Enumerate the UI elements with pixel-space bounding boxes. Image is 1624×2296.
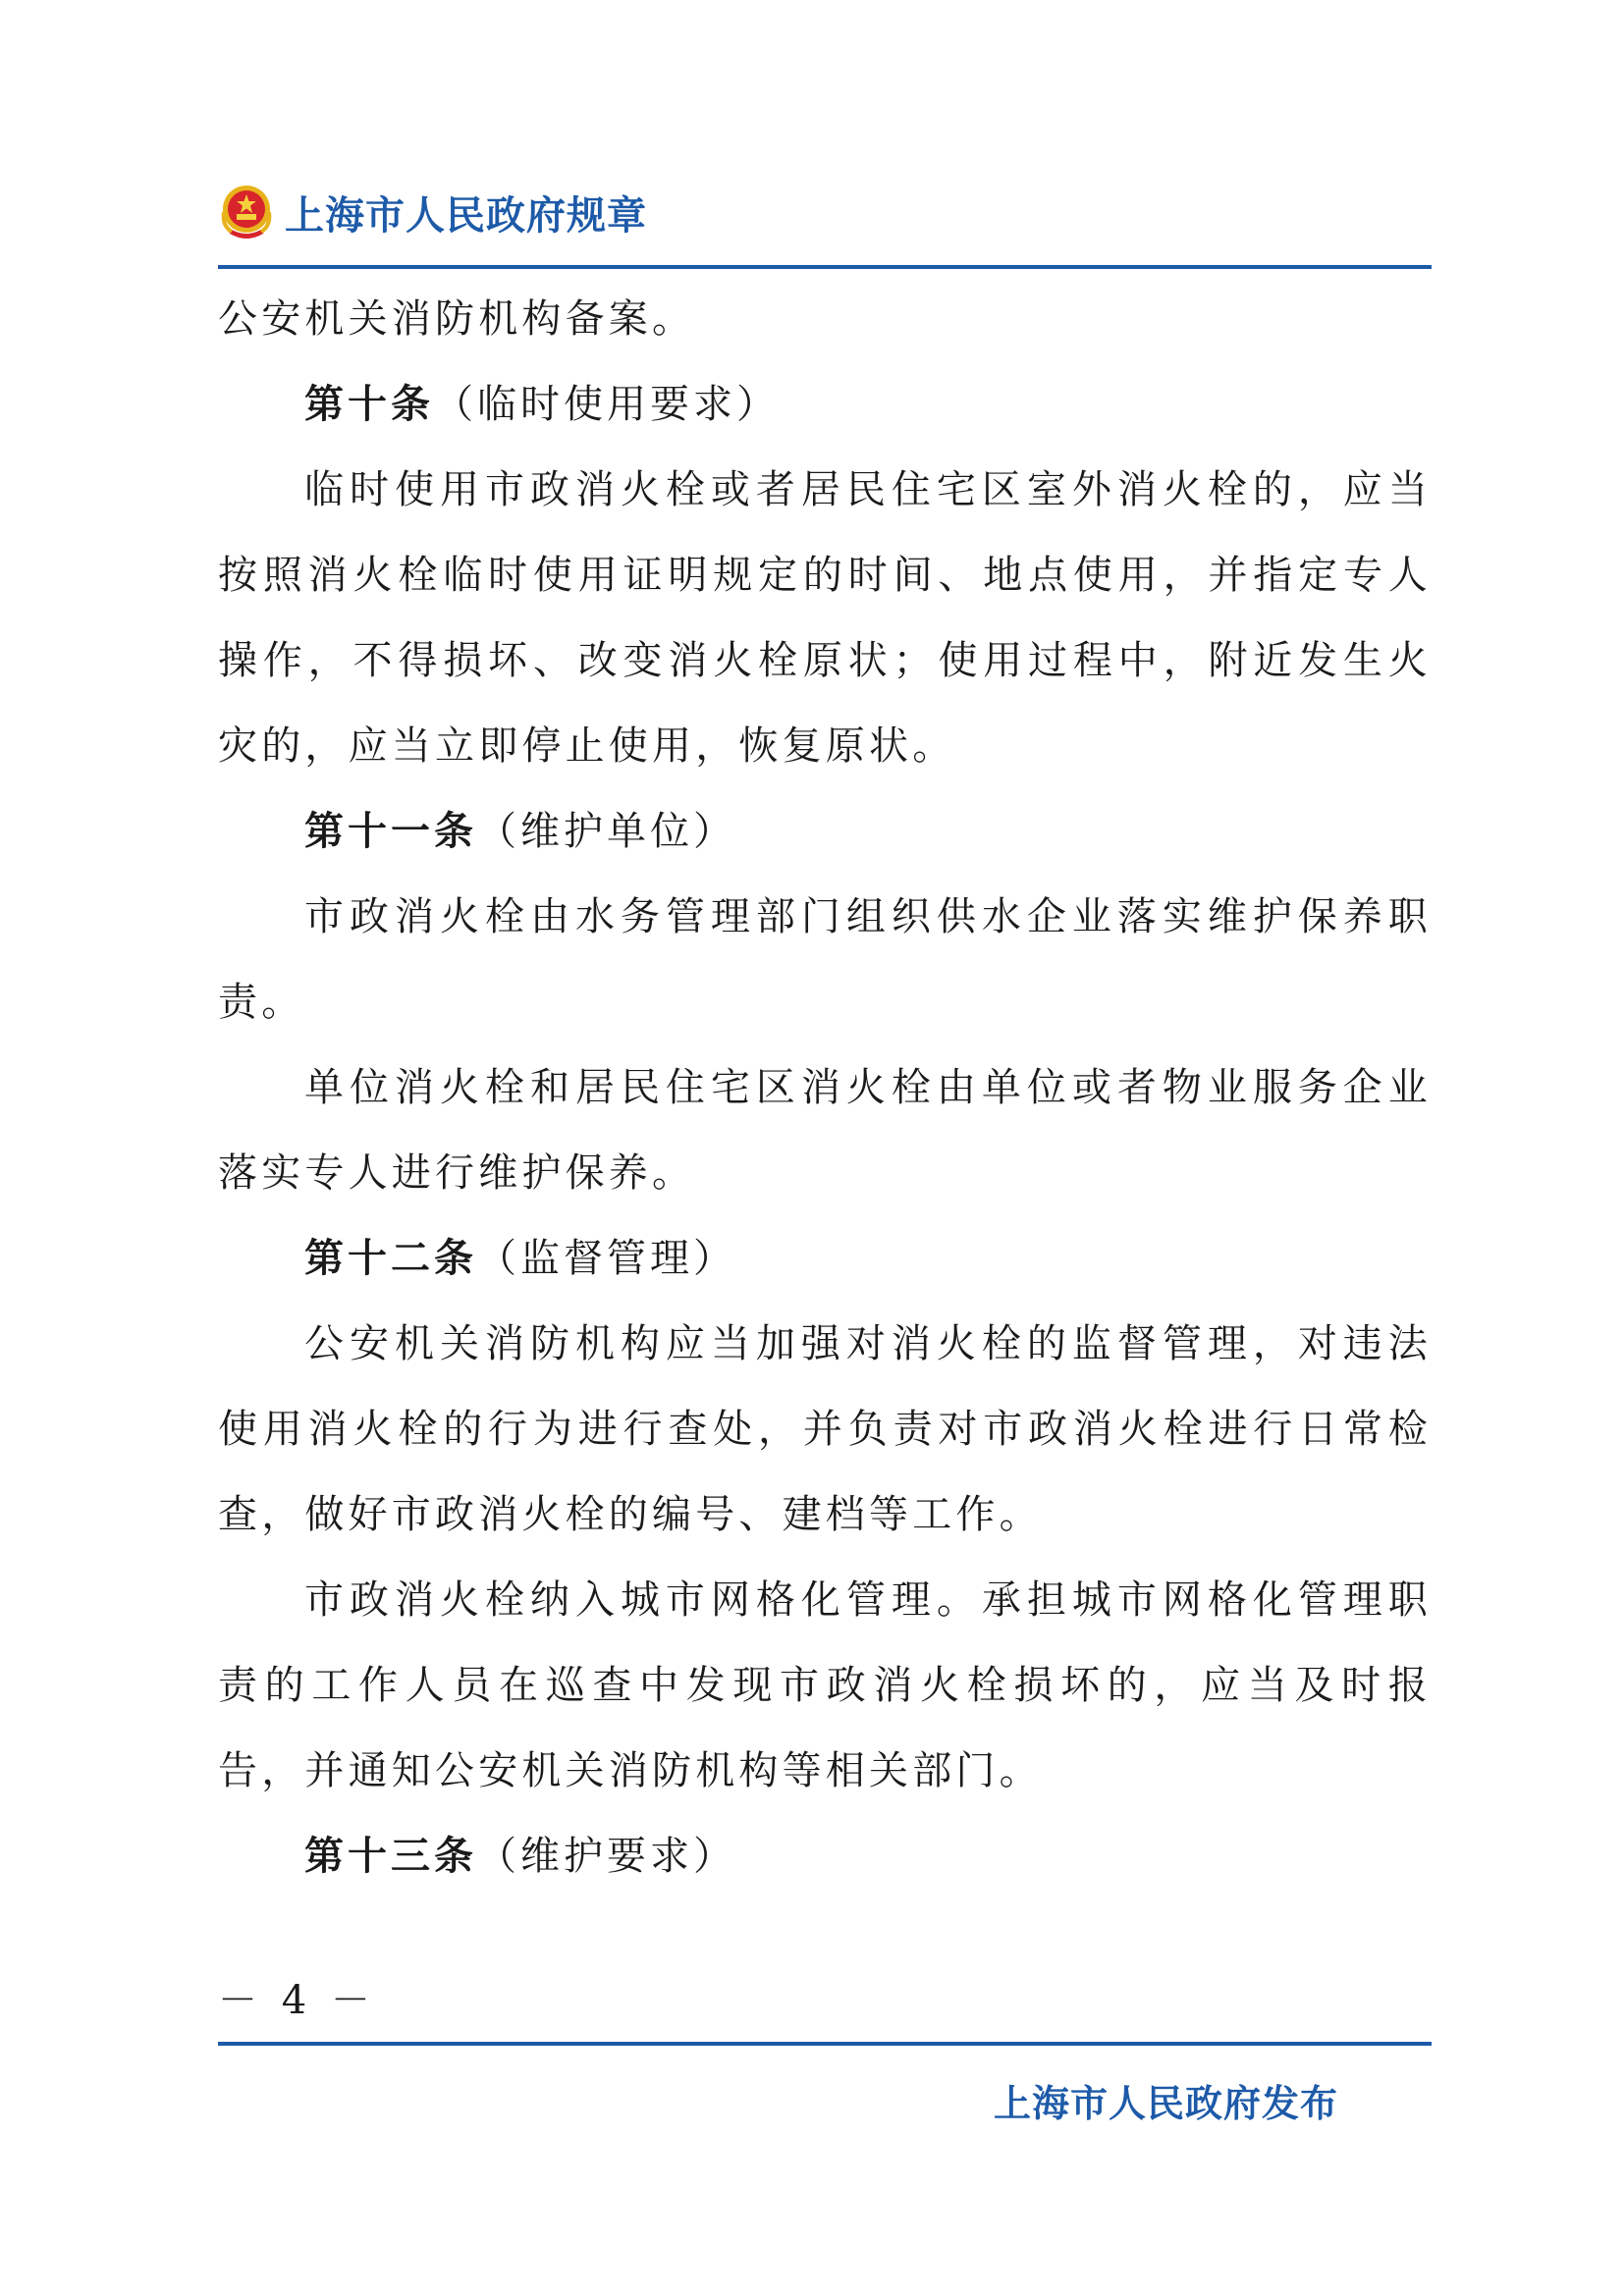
article-12-paragraph-1: 公安机关消防机构应当加强对消火栓的监督管理，对违法使用消火栓的行为进行查处，并负责对市政消火栓进行日常检查，做好市政消火栓的编号、建档等工作。 — [218, 1321, 1432, 1537]
article-11-heading — [218, 789, 1432, 875]
article-12-paragraph-2: 市政消火栓纳入城市网格化管理。承担城市网格化管理职责的工作人员在巡查中发现市政消火栓损坏的，应当及时报告，并通知公安机关消防机构等相关部门。 — [218, 1577, 1432, 1793]
article-12-number: 第十二条 — [304, 1236, 477, 1281]
article-13-heading — [218, 1814, 1432, 1899]
article-11-paragraph-1: 市政消火栓由水务管理部门组织供水企业落实维护保养职责。 — [218, 894, 1432, 1025]
header-title: 上海市人民政府规章 — [285, 192, 647, 239]
footer-divider — [218, 2042, 1432, 2046]
article-11-paragraph-2: 单位消火栓和居民住宅区消火栓由单位或者物业服务企业落实专人进行维护保养。 — [218, 1065, 1432, 1196]
article-12-heading — [218, 1216, 1432, 1302]
article-10-paragraph: 临时使用市政消火栓或者居民住宅区室外消火栓的，应当按照消火栓临时使用证明规定的时间、地点使用，并指定专人操作，不得损坏、改变消火栓原状；使用过程中，附近发生火灾的，应当立即停止使用，恢复原状。 — [218, 467, 1432, 769]
article-12-title: （监督管理） — [477, 1236, 736, 1281]
article-10-heading — [218, 362, 1432, 448]
article-10-title: （临时使用要求） — [434, 382, 780, 427]
article-13-title: （维护要求） — [477, 1834, 736, 1879]
footer-publisher: 上海市人民政府发布 — [994, 2082, 1339, 2125]
document-body — [218, 277, 1432, 1899]
national-emblem-icon — [218, 183, 275, 241]
page-number: － 4 － — [218, 1978, 376, 2023]
article-13-number: 第十三条 — [304, 1834, 477, 1879]
article-10-number: 第十条 — [304, 382, 434, 427]
article-11-number: 第十一条 — [304, 809, 477, 854]
paragraph-continuation: 公安机关消防机构备案。 — [218, 296, 696, 342]
document-header — [218, 173, 647, 251]
header-divider — [218, 265, 1432, 269]
article-11-title: （维护单位） — [477, 809, 736, 854]
